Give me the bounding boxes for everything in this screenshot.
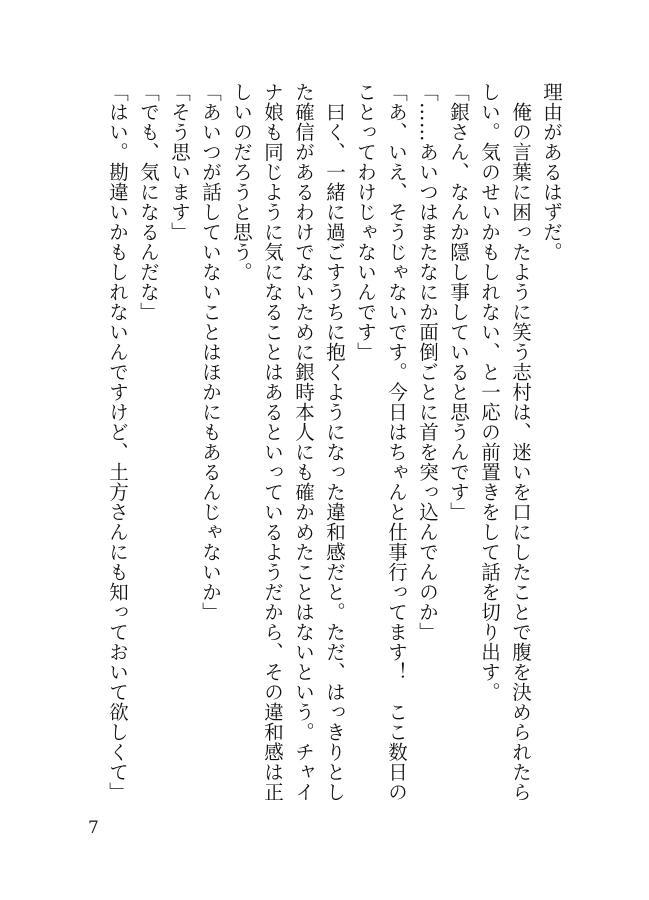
dialogue-3: 「あ、いえ、そうじゃないです。今日はちゃんと仕事行ってます！ ここ数日のことってわけじゃないんです」 [354,82,408,802]
dialogue-5: 「そう思います」 [168,82,191,242]
paragraph-3: 曰く、一緒に過ごすうちに抱くようになった違和感だと。ただ、はっきりとした確信があるわけでないために銀時本人にも確かめたことはないという。チャイナ娘も同じように気になることはあるといっているようだから、その違和感は正しいのだろうと思う。 [230,82,346,802]
paragraph-1: 理由があるはずだ。 [540,82,563,262]
dialogue-4: 「あいつが話していないことはほかにもあるんじゃないか」 [199,82,222,622]
page-number: 7 [88,818,99,838]
dialogue-6: 「でも、気になるんだな」 [137,82,160,322]
dialogue-7: 「はい。勘違いかもしれないんですけど、土方さんにも知っておいて欲しくて」 [106,82,129,802]
dialogue-2: 「……あいつはまたなにか面倒ごとに首を突っ込んでんのか」 [416,82,439,642]
body-text [102,82,567,804]
paragraph-2: 俺の言葉に困ったように笑う志村は、迷いを口にしたことで腹を決められたらしい。気のせいかもしれない、と一応の前置きをして話を切り出す。 [478,82,532,802]
dialogue-1: 「銀さん、なんか隠し事していると思うんです」 [447,82,470,522]
